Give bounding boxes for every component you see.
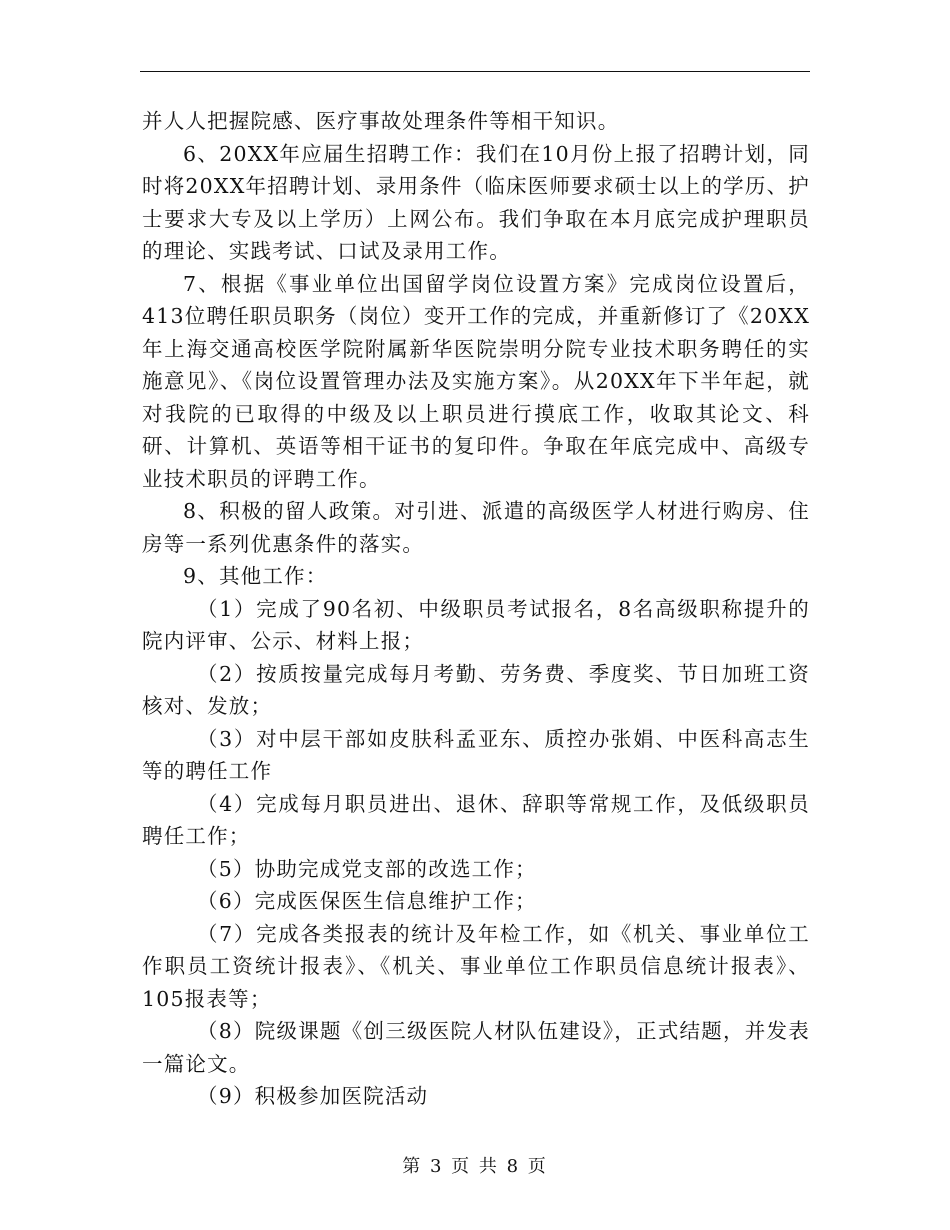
- paragraph-1: 并人人把握院感、医疗事故处理条件等相干知识。: [142, 109, 620, 133]
- page-number-footer: 第 3 页 共 8 页: [402, 1156, 548, 1177]
- list-item-3: （3）对中层干部如皮肤科孟亚东、质控办张娟、中医科高志生等的聘任工作: [142, 726, 810, 783]
- list-item-8: （8）院级课题《创三级医院人材队伍建设》，正式结题，并发表一篇论文。: [142, 1019, 810, 1076]
- paragraph-4: 8、积极的留人政策。对引进、派遣的高级医学人材进行购房、住房等一系列优惠条件的落实。: [142, 499, 810, 556]
- header-rule: [140, 71, 810, 72]
- list-item-7: （7）完成各类报表的统计及年检工作，如《机关、事业单位工作职员工资统计报表》、《机关、事业单位工作职员信息统计报表》、105报表等；: [142, 921, 810, 1011]
- document-body: [142, 105, 810, 1113]
- paragraph-2: 6、20XX年应届生招聘工作：我们在10月份上报了招聘计划，同时将20XX年招聘计划、录用条件（临床医师要求硕士以上的学历、护士要求大专及以上学历）上网公布。我们争取在本月底完成护理职员的理论、实践考试、口试及录用工作。: [142, 141, 810, 263]
- paragraph-5: 9、其他工作：: [183, 564, 328, 588]
- list-item-1: （1）完成了90名初、中级职员考试报名，8名高级职称提升的院内评审、公示、材料上报；: [142, 596, 810, 653]
- list-item-4: （4）完成每月职员进出、退休、辞职等常规工作，及低级职员聘任工作；: [142, 791, 810, 848]
- paragraph-3: 7、根据《事业单位出国留学岗位设置方案》完成岗位设置后，413位聘任职员职务（岗位）变开工作的完成，并重新修订了《20XX年上海交通高校医学院附属新华医院崇明分院专业技术职务聘任的实施意见》、《岗位设置管理办法及实施方案》。从20XX年下半年起，就对我院的已取得的中级及以上职员进行摸底工作，收取其论文、科研、计算机、英语等相干证书的复印件。争取在年底完成中、高级专业技术职员的评聘工作。: [142, 271, 810, 491]
- list-item-9: （9）积极参加医院活动: [197, 1084, 429, 1108]
- list-item-2: （2）按质按量完成每月考勤、劳务费、季度奖、节日加班工资核对、发放；: [142, 661, 810, 718]
- list-item-5: （5）协助完成党支部的改选工作；: [197, 856, 537, 881]
- list-item-6: （6）完成医保医生信息维护工作；: [197, 889, 537, 913]
